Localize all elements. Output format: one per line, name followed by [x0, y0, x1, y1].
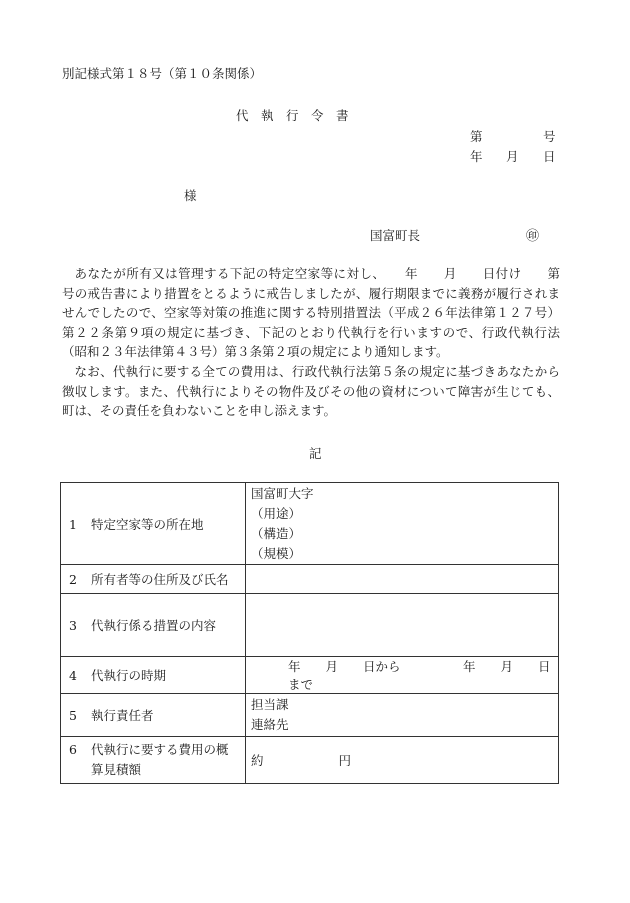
label-measures: 3 代執行係る措置の内容 [61, 594, 246, 657]
label-location: 1 特定空家等の所在地 [61, 483, 246, 565]
value-measures [246, 594, 559, 657]
value-location [246, 483, 559, 565]
date-day: 日 [543, 149, 556, 164]
document-title: 代 執 行 令 書 [236, 108, 349, 123]
table-row [61, 483, 559, 565]
label-responsible: 5 執行責任者 [61, 694, 246, 737]
label-cost: 6 代執行に要する費用の概 算見積額 [61, 737, 246, 784]
department-line: 担当課 [251, 697, 289, 712]
form-number: 別記様式第１８号（第１０条関係） [62, 66, 263, 81]
value-owner [246, 565, 559, 594]
address-line: 国富町大字 [251, 486, 314, 501]
scale-line: （規模） [251, 546, 302, 561]
ki-heading: 記 [309, 446, 322, 461]
use-line: （用途） [251, 506, 302, 521]
label-period: 4 代執行の時期 [61, 657, 246, 694]
table-row [61, 694, 559, 737]
date-year: 年 [470, 149, 483, 164]
table-row [61, 565, 559, 594]
value-responsible [246, 694, 559, 737]
doc-number-prefix: 第 [470, 129, 483, 144]
details-table [60, 482, 559, 784]
value-period: 年 月 日から 年 月 日まで [246, 657, 559, 694]
date-month: 月 [506, 149, 519, 164]
doc-number-suffix: 号 [543, 129, 556, 144]
issuer-name: 国富町長 [370, 228, 421, 243]
label-owner: 2 所有者等の住所及び氏名 [61, 565, 246, 594]
table-row [61, 657, 559, 694]
table-row [61, 737, 559, 784]
value-cost: 約 円 [246, 737, 559, 784]
contact-line: 連絡先 [251, 717, 289, 732]
structure-line: （構造） [251, 526, 302, 541]
addressee-sama: 様 [184, 188, 197, 203]
seal-icon: ㊞ [526, 229, 540, 244]
notice-paragraph-1: あなたが所有又は管理する下記の特定空家等に対し、 年 月 日付け 第 号の戒告書により措置をとるように戒告しましたが、履行期限までに義務が履行されませんでしたので、空家等対策の推進に関する特別措置法（平成２６年法律第１２７号）第２２条第９項の規定に基づき、下記のとおり代執行を行いますので、行政代執行法（昭和２３年法律第４３号）第３条第２項の規定により通知します。 [62, 266, 586, 360]
notice-paragraph-2: なお、代執行に要する全ての費用は、行政代執行法第５条の規定に基づきあなたから徴収します。また、代執行によりその物件及びその他の資材について障害が生じても、町は、その責任を負わないことを申し添えます。 [62, 364, 560, 419]
table-row [61, 594, 559, 657]
